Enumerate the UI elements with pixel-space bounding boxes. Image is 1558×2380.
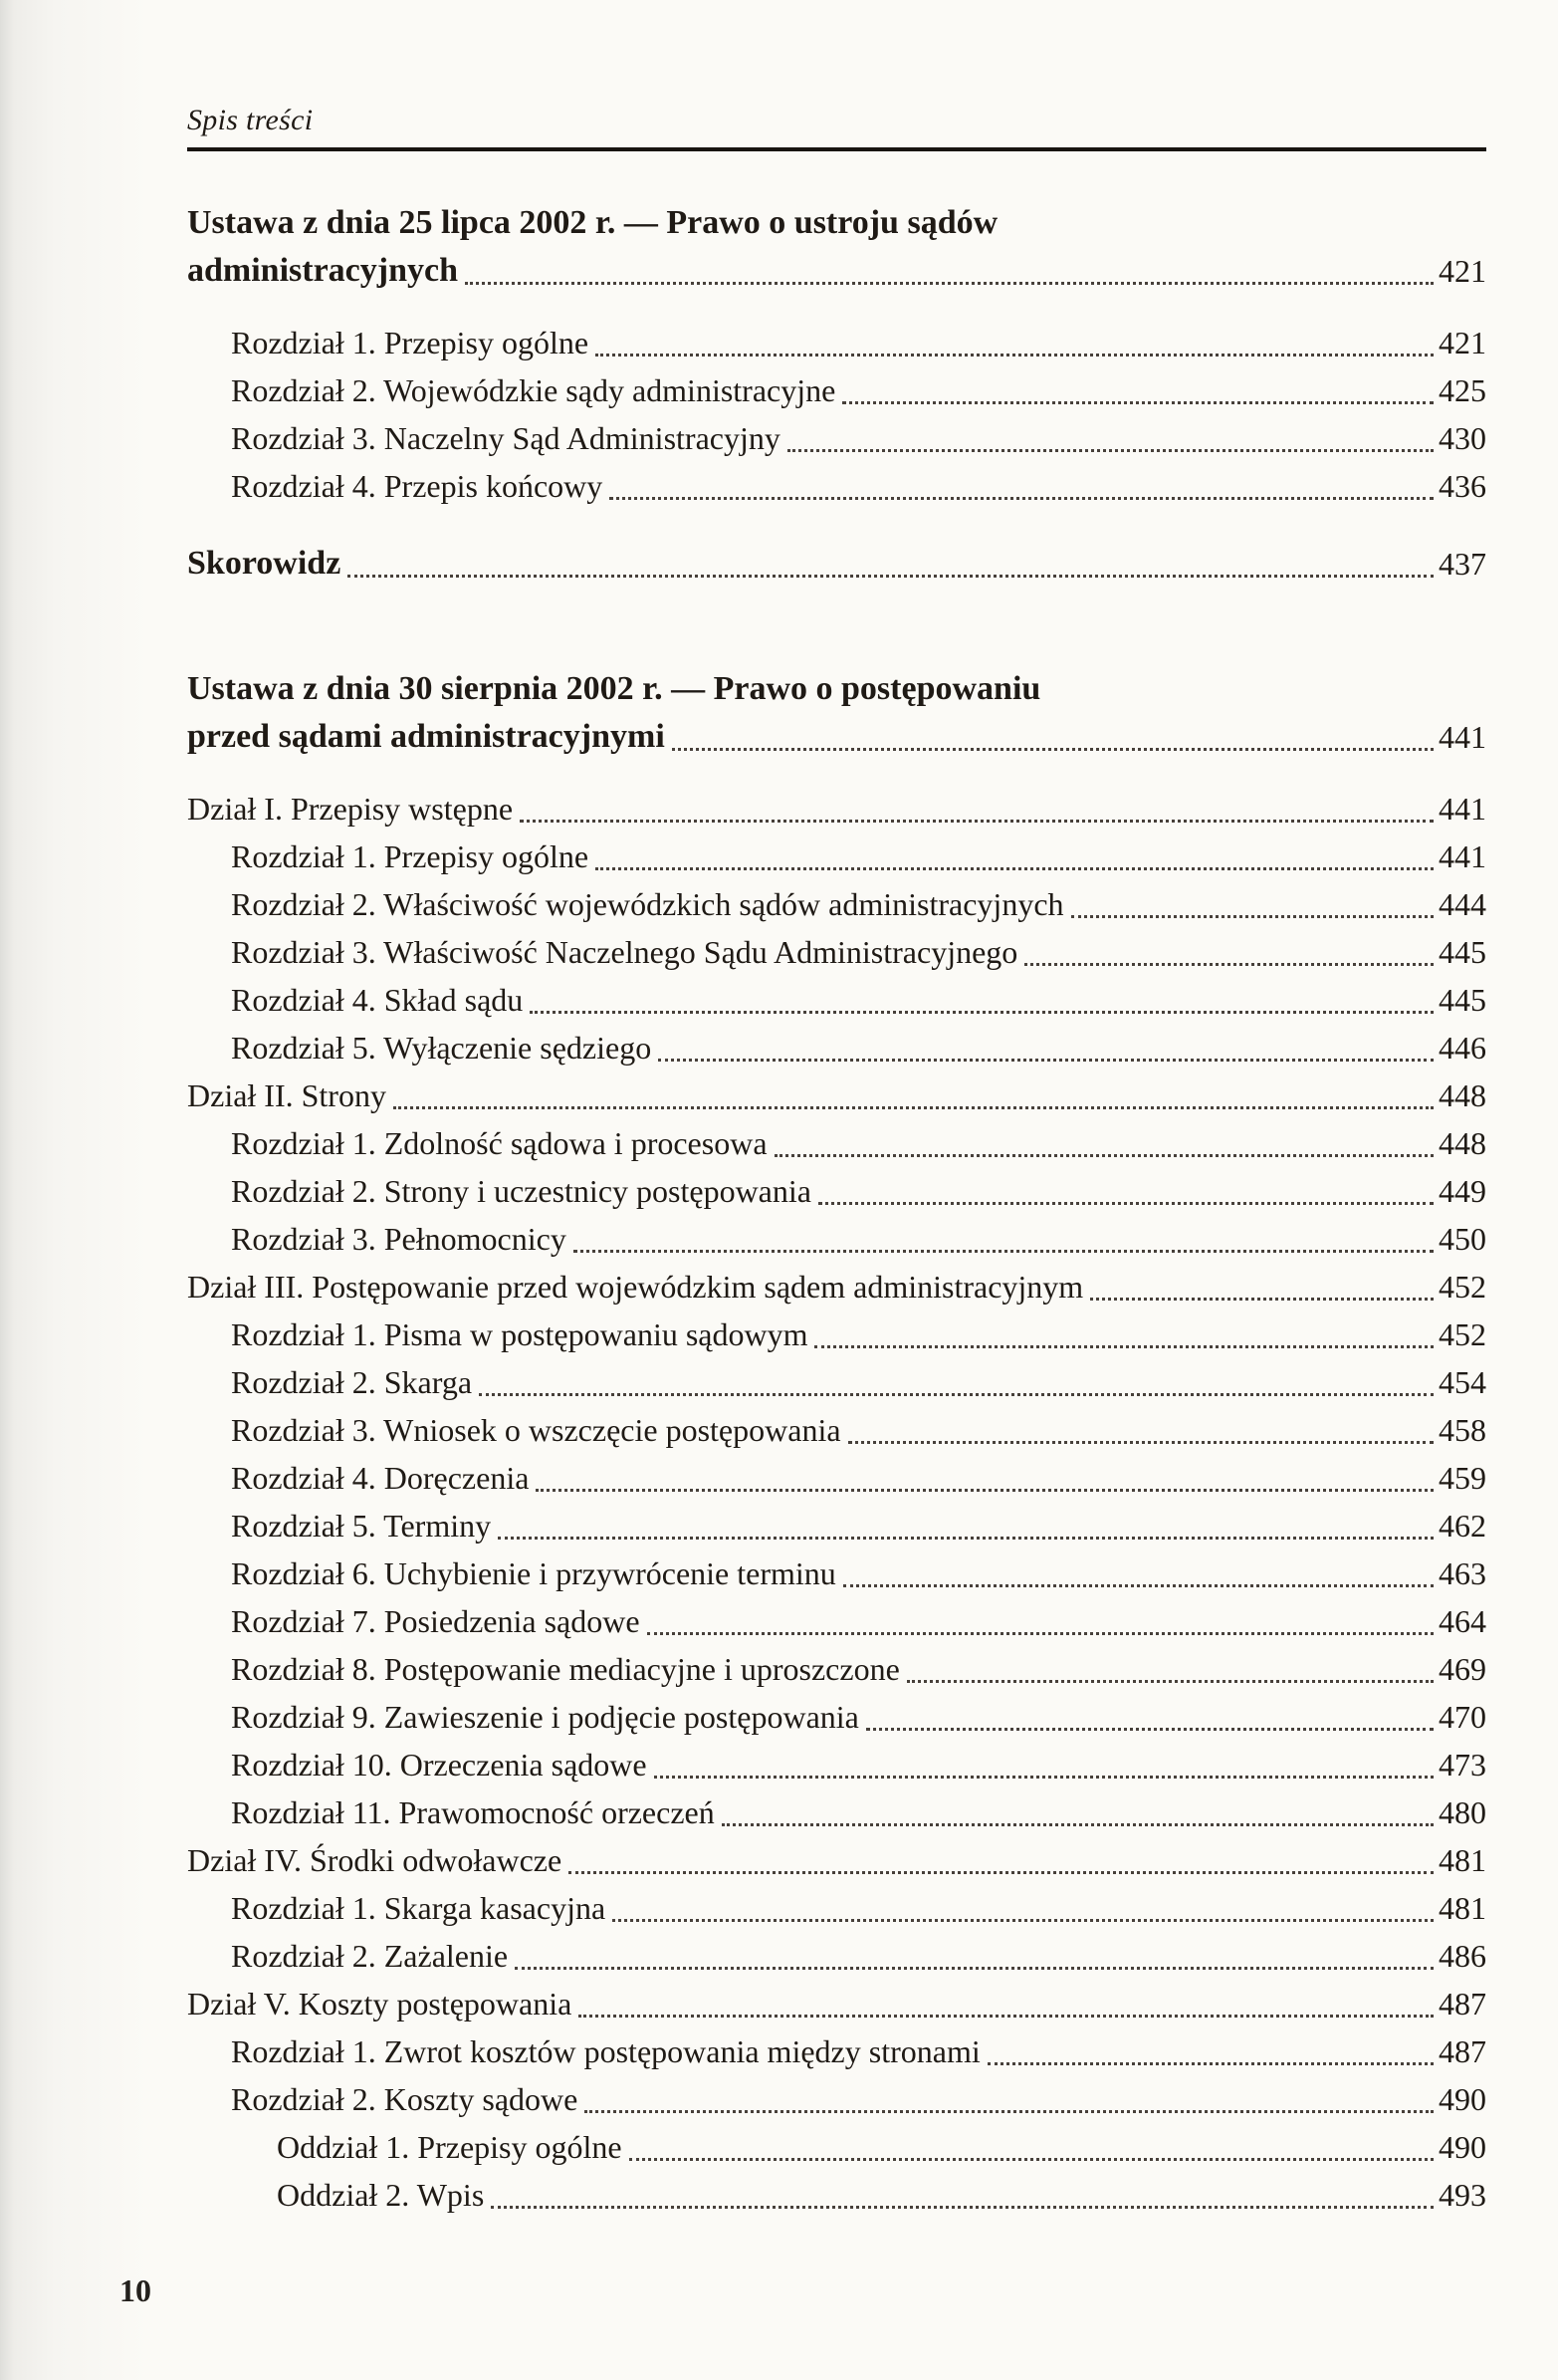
toc-page-number: 446 [1439, 1030, 1486, 1066]
toc-dot-leader [775, 1154, 1434, 1157]
toc-entry [187, 2123, 1486, 2171]
toc-entry [187, 1549, 1486, 1597]
toc-dot-leader [907, 1680, 1434, 1683]
toc-entry-label: Rozdział 3. Pełnomocnicy [231, 1221, 566, 1257]
toc-dot-leader [1024, 963, 1434, 966]
toc-dot-leader [498, 1537, 1434, 1540]
page-number-folio: 10 [119, 2272, 151, 2308]
toc-dot-leader [573, 1250, 1434, 1253]
toc-entry [187, 1358, 1486, 1406]
toc-entry-label: Rozdział 2. Skarga [231, 1364, 473, 1400]
toc-dot-leader [647, 1632, 1434, 1635]
toc-entry-label: Rozdział 1. Przepisy ogólne [231, 325, 589, 360]
toc-page-number: 452 [1439, 1316, 1486, 1352]
toc-entry-label: Dział I. Przepisy wstępne [187, 791, 514, 827]
toc-entry [187, 1454, 1486, 1502]
toc-entry [187, 1693, 1486, 1741]
toc-page-number: 481 [1439, 1890, 1486, 1926]
toc-dot-leader [1071, 915, 1434, 918]
toc-entry [187, 785, 1486, 833]
toc-entry-label: Rozdział 1. Przepisy ogólne [231, 838, 589, 874]
toc-dot-leader [595, 354, 1434, 357]
toc-entry-label: Ustawa z dnia 30 sierpnia 2002 r. — Prawo o postępowaniu [187, 670, 1041, 707]
toc-entry [187, 1502, 1486, 1549]
toc-page-number: 425 [1439, 372, 1486, 408]
toc-dot-leader [654, 1776, 1434, 1779]
toc-entry [187, 1884, 1486, 1932]
toc-dot-leader [578, 2015, 1434, 2018]
toc-dot-leader [866, 1728, 1434, 1731]
toc-entry [187, 833, 1486, 880]
toc-entry [187, 366, 1486, 414]
toc-entry [187, 462, 1486, 510]
toc-entry [187, 1024, 1486, 1071]
toc-entry-label: Rozdział 1. Pisma w postępowaniu sądowym [231, 1316, 808, 1352]
toc-dot-leader [520, 820, 1434, 823]
toc-entry-label: Rozdział 9. Zawieszenie i podjęcie postępowania [231, 1699, 859, 1735]
toc-entry-label: Oddział 2. Wpis [277, 2177, 485, 2213]
toc-entry [187, 1932, 1486, 1980]
toc-page-number: 430 [1439, 420, 1486, 456]
toc-entry [187, 414, 1486, 462]
toc-entry-label: Rozdział 5. Wyłączenie sędziego [231, 1030, 652, 1066]
toc-page-number: 444 [1439, 886, 1486, 922]
toc-entry [187, 1119, 1486, 1167]
toc-entry [187, 1310, 1486, 1358]
toc-page-number: 459 [1439, 1460, 1486, 1496]
toc-page-number: 487 [1439, 1986, 1486, 2022]
toc-dot-leader [814, 1345, 1434, 1348]
toc-entry-label: Rozdział 5. Terminy [231, 1508, 492, 1544]
toc-dot-leader [1090, 1298, 1434, 1301]
toc-entry [187, 976, 1486, 1024]
toc-dot-leader [848, 1441, 1434, 1444]
toc-dot-leader [491, 2206, 1434, 2209]
toc-dot-leader [988, 2062, 1434, 2065]
toc-entry [187, 247, 1486, 295]
toc-entry [187, 540, 1486, 588]
toc-entry-label: Rozdział 1. Zwrot kosztów postępowania między stronami [231, 2033, 981, 2069]
toc-entry [187, 199, 1486, 247]
toc-entry-label: Rozdział 2. Zażalenie [231, 1938, 509, 1974]
toc-page-number: 445 [1439, 934, 1486, 970]
toc-page-number: 437 [1439, 546, 1486, 582]
toc-entry-label: Rozdział 2. Wojewódzkie sądy administracyjne [231, 372, 836, 408]
toc-entry-label: Oddział 1. Przepisy ogólne [277, 2129, 622, 2165]
toc-entry [187, 928, 1486, 976]
toc-entry [187, 1071, 1486, 1119]
toc-page-number: 436 [1439, 468, 1486, 504]
toc-entry-label: Rozdział 3. Naczelny Sąd Administracyjny [231, 420, 780, 456]
toc-entry [187, 1980, 1486, 2027]
toc-entry-label: Rozdział 2. Strony i uczestnicy postępowania [231, 1173, 811, 1209]
toc-entry [187, 1263, 1486, 1310]
toc-entry-label: Rozdział 2. Właściwość wojewódzkich sądów administracyjnych [231, 886, 1064, 922]
toc-entry-label: Dział V. Koszty postępowania [187, 1986, 572, 2022]
toc-entry-label: Rozdział 4. Skład sądu [231, 982, 524, 1018]
running-header: Spis treści [187, 104, 314, 136]
toc-entry [187, 1215, 1486, 1263]
toc-page-number: 481 [1439, 1842, 1486, 1878]
toc-entry-label: Rozdział 4. Przepis końcowy [231, 468, 603, 504]
toc-entry [187, 1406, 1486, 1454]
toc-page-number: 441 [1439, 838, 1486, 874]
toc-page-number: 421 [1439, 325, 1486, 360]
toc-page-number: 463 [1439, 1555, 1486, 1591]
toc-entry [187, 665, 1486, 713]
toc-entry [187, 880, 1486, 928]
toc-entry-label: Dział IV. Środki odwoławcze [187, 1842, 562, 1878]
toc-page-number: 452 [1439, 1269, 1486, 1305]
toc-entry-label: Rozdział 3. Właściwość Naczelnego Sądu Administracyjnego [231, 934, 1018, 970]
toc-dot-leader [818, 1202, 1434, 1205]
toc-page-number: 445 [1439, 982, 1486, 1018]
toc-entry-label: Rozdział 7. Posiedzenia sądowe [231, 1603, 640, 1639]
toc-dot-leader [595, 867, 1434, 870]
toc-entry-label: Dział III. Postępowanie przed wojewódzkim sądem administracyjnym [187, 1269, 1084, 1305]
toc-entry-label: Rozdział 11. Prawomocność orzeczeń [231, 1794, 715, 1830]
toc-entry-label: Rozdział 1. Zdolność sądowa i procesowa [231, 1125, 768, 1161]
toc-entry [187, 1836, 1486, 1884]
toc-dot-leader [842, 401, 1434, 404]
toc-entry-label: przed sądami administracyjnymi [187, 718, 665, 755]
toc-page-number: 464 [1439, 1603, 1486, 1639]
toc-page-number: 458 [1439, 1412, 1486, 1448]
toc-entry-label: Rozdział 10. Orzeczenia sądowe [231, 1747, 647, 1783]
toc-dot-leader [722, 1823, 1434, 1826]
toc-page-number: 469 [1439, 1651, 1486, 1687]
toc-dot-leader [658, 1059, 1434, 1062]
toc-page-number: 470 [1439, 1699, 1486, 1735]
toc-dot-leader [530, 1011, 1434, 1014]
toc-entry-label: Ustawa z dnia 25 lipca 2002 r. — Prawo o ustroju sądów [187, 204, 999, 241]
toc-entry [187, 1597, 1486, 1645]
toc-page-number: 490 [1439, 2129, 1486, 2165]
toc-dot-leader [787, 449, 1434, 452]
toc-page-number: 454 [1439, 1364, 1486, 1400]
toc-entry-label: Rozdział 6. Uchybienie i przywrócenie terminu [231, 1555, 836, 1591]
toc-entry-label: administracyjnych [187, 252, 458, 289]
toc-page-number: 448 [1439, 1125, 1486, 1161]
toc-entry [187, 1788, 1486, 1836]
toc-entry-label: Rozdział 2. Koszty sądowe [231, 2081, 578, 2117]
toc-list [187, 199, 1486, 2219]
toc-entry-label: Dział II. Strony [187, 1077, 386, 1113]
toc-page-number: 449 [1439, 1173, 1486, 1209]
toc-dot-leader [609, 497, 1434, 500]
toc-entry-label: Rozdział 1. Skarga kasacyjna [231, 1890, 606, 1926]
toc-dot-leader [672, 748, 1434, 751]
toc-page-number: 421 [1439, 253, 1486, 289]
header-rule [187, 147, 1486, 151]
toc-entry [187, 1167, 1486, 1215]
toc-dot-leader [465, 282, 1434, 285]
toc-page-number: 487 [1439, 2033, 1486, 2069]
toc-dot-leader [536, 1489, 1434, 1492]
toc-page-number: 493 [1439, 2177, 1486, 2213]
toc-page-number: 490 [1439, 2081, 1486, 2117]
toc-dot-leader [584, 2110, 1434, 2113]
toc-entry [187, 2075, 1486, 2123]
toc-dot-leader [612, 1919, 1434, 1922]
toc-dot-leader [629, 2158, 1434, 2161]
toc-dot-leader [568, 1871, 1434, 1874]
toc-entry-label: Skorowidz [187, 545, 341, 582]
toc-dot-leader [515, 1967, 1434, 1970]
toc-entry [187, 2027, 1486, 2075]
toc-entry-label: Rozdział 8. Postępowanie mediacyjne i uproszczone [231, 1651, 900, 1687]
toc-page-number: 441 [1439, 719, 1486, 755]
toc-entry [187, 1645, 1486, 1693]
toc-dot-leader [393, 1106, 1434, 1109]
toc-entry-label: Rozdział 4. Doręczenia [231, 1460, 530, 1496]
toc-page-number: 462 [1439, 1508, 1486, 1544]
toc-page-number: 450 [1439, 1221, 1486, 1257]
toc-dot-leader [843, 1584, 1434, 1587]
toc-page-number: 486 [1439, 1938, 1486, 1974]
toc-page-number: 473 [1439, 1747, 1486, 1783]
toc-entry [187, 1741, 1486, 1788]
toc-dot-leader [479, 1393, 1434, 1396]
toc-entry [187, 713, 1486, 761]
toc-page-number: 441 [1439, 791, 1486, 827]
toc-entry [187, 2171, 1486, 2219]
toc-dot-leader [347, 575, 1434, 578]
toc-entry-label: Rozdział 3. Wniosek o wszczęcie postępowania [231, 1412, 841, 1448]
toc-page-number: 448 [1439, 1077, 1486, 1113]
toc-entry [187, 319, 1486, 366]
toc-page-number: 480 [1439, 1794, 1486, 1830]
